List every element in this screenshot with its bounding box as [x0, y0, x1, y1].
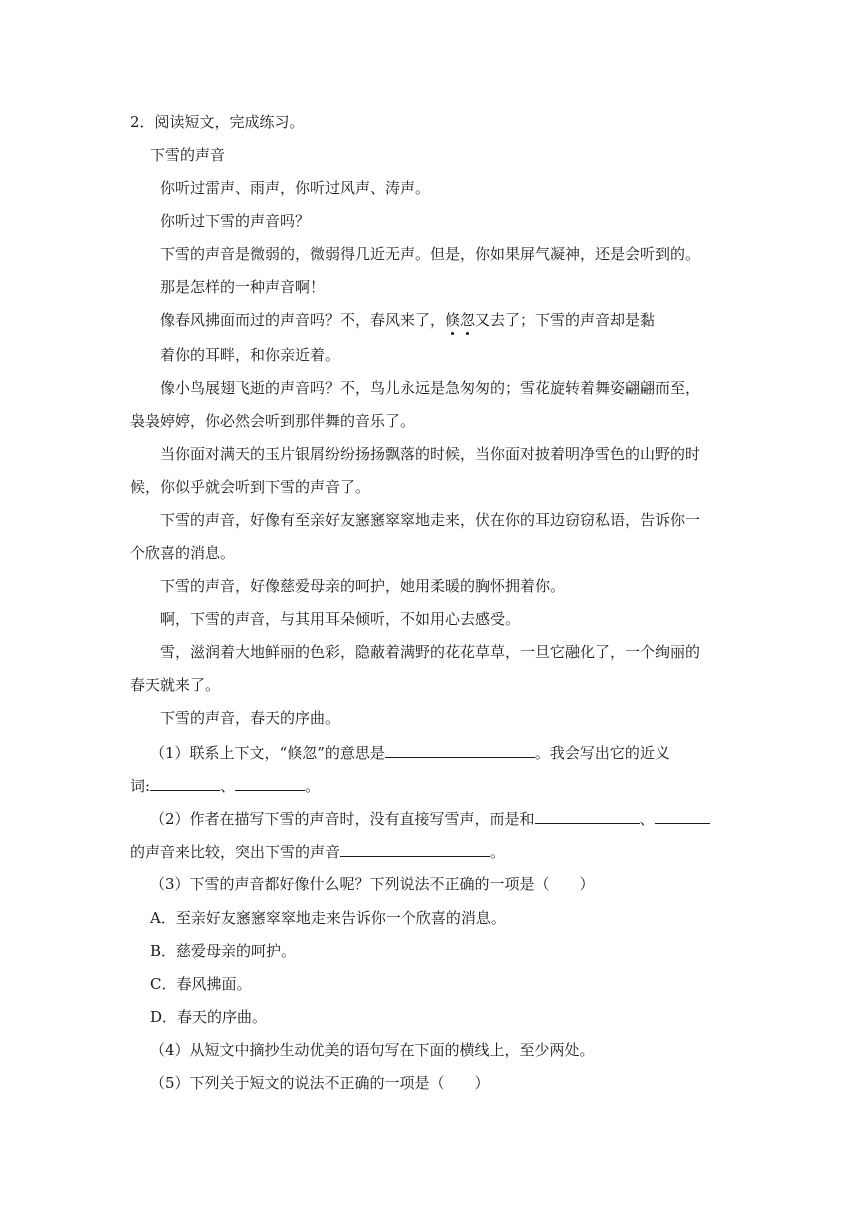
option-a[interactable]: A．至亲好友窸窸窣窣地走来告诉你一个欣喜的消息。	[150, 909, 506, 927]
passage-line: 下雪的声音是微弱的，微弱得几近无声。但是，你如果屏气凝神，还是会听到的。	[160, 245, 701, 263]
answer-blank[interactable]	[535, 808, 640, 824]
question-text: 、	[639, 810, 655, 828]
passage-line: 当你面对满天的玉片银屑纷纷扬扬飘落的时候，当你面对披着明净雪色的山野的时	[160, 445, 701, 463]
question-text: 。	[305, 777, 321, 795]
question-text: （2）作者在描写下雪的声音时，没有直接写雪声，而是和	[150, 810, 535, 828]
passage-line: 那是怎样的一种声音啊！	[160, 278, 326, 296]
answer-blank[interactable]	[655, 808, 710, 824]
option-c[interactable]: C．春风拂面。	[150, 975, 252, 993]
question-text: 词:	[130, 777, 151, 795]
passage-text: 像春风拂面而过的声音吗？不，春风来了，	[160, 311, 446, 329]
question-3-stem: （3）下雪的声音都好像什么呢？下列说法不正确的一项是（ ）	[150, 875, 595, 893]
passage-line: 像小鸟展翅飞逝的声音吗？不，鸟儿永远是急匆匆的；雪花旋转着舞姿翩翩而至，	[160, 379, 701, 397]
passage-line: 你听过下雪的声音吗？	[160, 212, 311, 230]
emphasized-char: 倏	[445, 311, 461, 329]
passage-line: 你听过雷声、雨声，你听过风声、涛声。	[160, 179, 431, 197]
question-text: 。我会写出它的近义	[534, 744, 670, 762]
answer-blank[interactable]	[385, 742, 535, 758]
passage-line: 下雪的声音，春天的序曲。	[160, 709, 341, 727]
question-4: （4）从短文中摘抄生动优美的语句写在下面的横线上，至少两处。	[150, 1041, 595, 1059]
passage-line: 候，你似乎就会听到下雪的声音了。	[130, 478, 371, 496]
question-text: 、	[220, 777, 236, 795]
option-d[interactable]: D．春天的序曲。	[150, 1008, 268, 1026]
question-2-line-2	[130, 841, 505, 861]
answer-blank[interactable]	[150, 775, 220, 791]
passage-line: 啊，下雪的声音，与其用耳朵倾听，不如用心去感受。	[160, 610, 521, 628]
passage-text: 又去了；下雪的声音却是黏	[475, 311, 656, 329]
passage-line: 春天就来了。	[130, 676, 221, 694]
question-text: 。	[490, 843, 506, 861]
passage-line: 个欣喜的消息。	[130, 544, 236, 562]
option-b[interactable]: B．慈爱母亲的呵护。	[150, 942, 297, 960]
passage-line: 袅袅婷婷，你必然会听到那伴舞的音乐了。	[130, 412, 416, 430]
question-1-line-2	[130, 775, 320, 795]
passage-line: 下雪的声音，好像有至亲好友窸窸窣窣地走来，伏在你的耳边窃窃私语，告诉你一	[160, 511, 701, 529]
question-2-line-1	[150, 808, 710, 828]
passage-line: 下雪的声音，好像慈爱母亲的呵护，她用柔暖的胸怀拥着你。	[160, 577, 566, 595]
answer-blank[interactable]	[235, 775, 305, 791]
emphasized-char: 忽	[460, 311, 476, 329]
question-instruction: 阅读短文，完成练习。	[154, 113, 305, 131]
question-5: （5）下列关于短文的说法不正确的一项是（ ）	[150, 1074, 490, 1092]
question-number: 2．	[130, 113, 155, 131]
question-text: 的声音来比较，突出下雪的声音	[130, 843, 341, 861]
question-text: （1）联系上下文，“倏忽”的意思是	[150, 744, 385, 762]
passage-line: 雪，滋润着大地鲜丽的色彩，隐蔽着满野的花花草草，一旦它融化了，一个绚丽的	[160, 643, 701, 661]
answer-blank[interactable]	[340, 841, 490, 857]
passage-line: 着你的耳畔，和你亲近着。	[160, 346, 341, 364]
passage-line	[160, 310, 655, 330]
question-heading	[130, 112, 305, 132]
passage-title: 下雪的声音	[150, 146, 226, 164]
question-1-line-1	[150, 742, 670, 762]
